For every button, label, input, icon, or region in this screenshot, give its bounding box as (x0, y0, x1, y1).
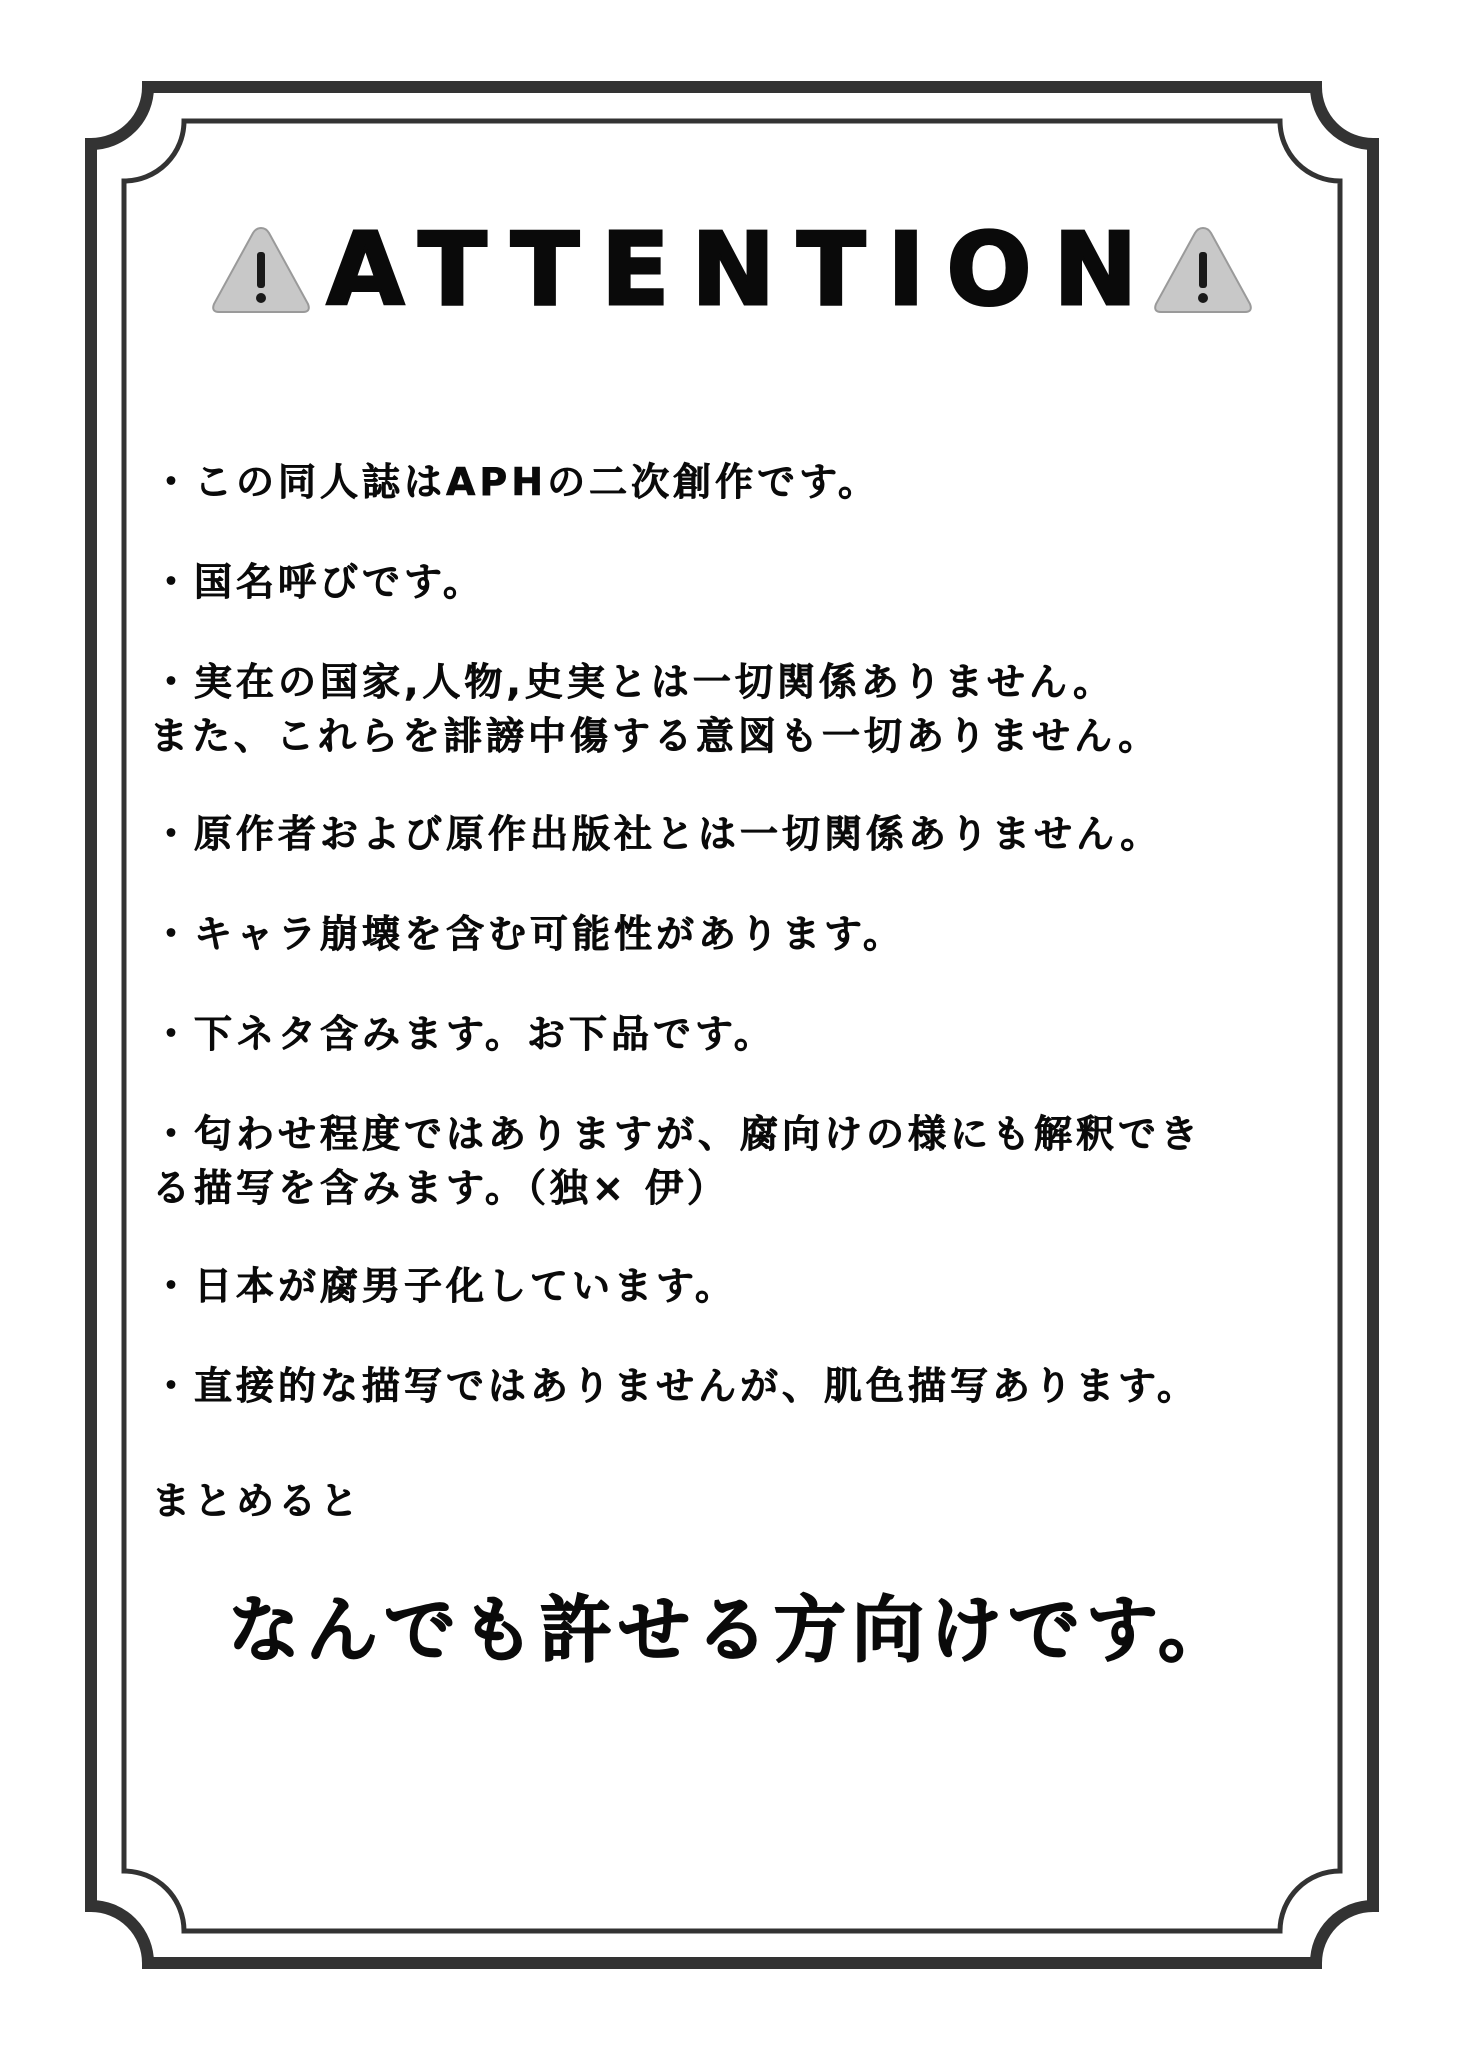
notice-text: ・日本が腐男子化しています。 (152, 1264, 737, 1308)
notice-item (152, 555, 1332, 609)
page-title: ATTENTION (326, 211, 1160, 328)
notice-item (152, 807, 1332, 861)
summary-main: なんでも許せる方向けです。 (227, 1588, 1237, 1672)
summary-lead: まとめると (152, 1479, 363, 1523)
warning-icon (1151, 222, 1255, 318)
notice-item (152, 1259, 1332, 1313)
notice-text: ・国名呼びです。 (152, 560, 485, 604)
notice-item (152, 1007, 1332, 1061)
notice-text: ・この同人誌はAPHの二次創作です。 (152, 460, 881, 504)
notice-text: ・直接的な描写ではありませんが、肌色描写あります。 (152, 1364, 1199, 1408)
notice-text: ・キャラ崩壊を含む可能性があります。 (152, 912, 905, 956)
notice-text: ・匂わせ程度ではありますが、腐向けの様にも解釈でき (152, 1112, 1203, 1156)
notice-item (152, 455, 1332, 509)
notice-item (152, 1359, 1332, 1413)
notice-item (152, 1107, 1332, 1215)
notice-text: ・下ネタ含みます。お下品です。 (152, 1012, 776, 1056)
notice-list (152, 455, 1332, 1413)
notice-item (152, 655, 1332, 763)
title-row (0, 211, 1464, 328)
notice-text: ・原作者および原作出版社とは一切関係ありません。 (152, 812, 1163, 856)
notice-text: る描写を含みます。（独× 伊） (152, 1166, 730, 1210)
warning-icon (209, 222, 313, 318)
notice-text: また、これらを誹謗中傷する意図も一切ありません。 (150, 714, 1161, 758)
notice-text: ・実在の国家,人物,史実とは一切関係ありません。 (152, 660, 1116, 704)
notice-item (152, 907, 1332, 961)
